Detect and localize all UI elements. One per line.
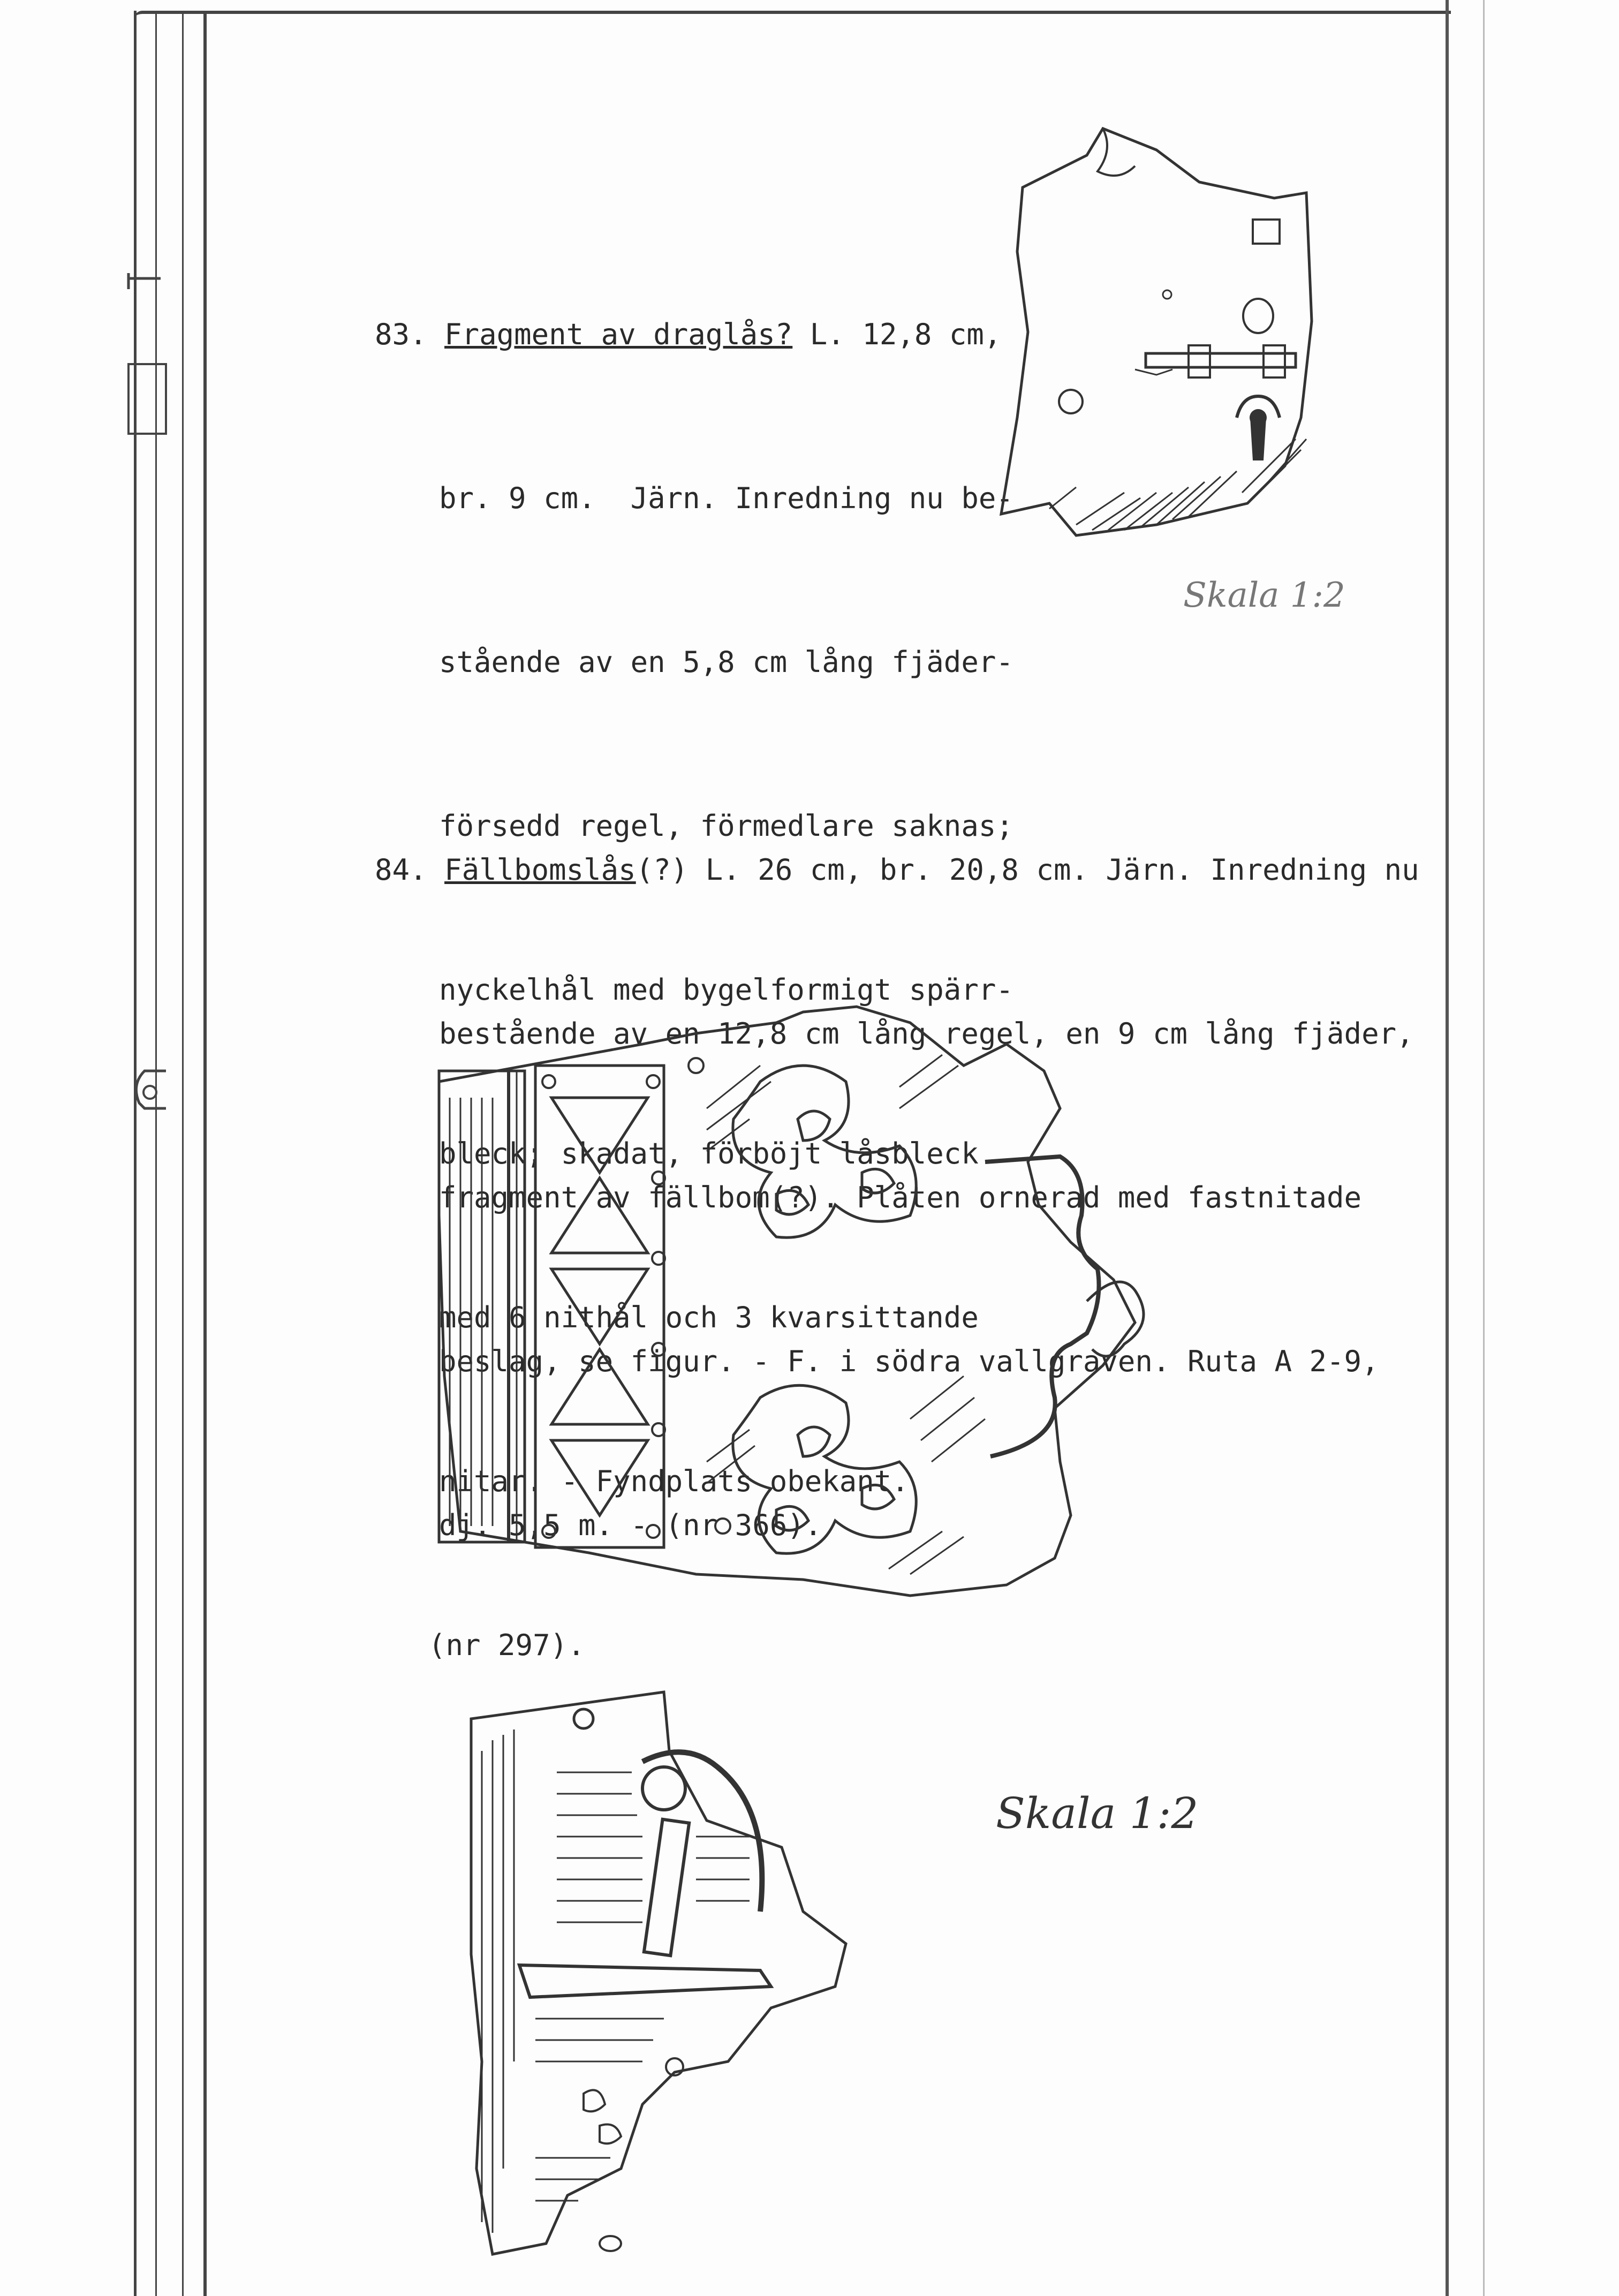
entry-84-number: 84. — [375, 853, 427, 887]
entry-83-line-8: nitar. - Fyndplats obekant. — [439, 1464, 909, 1498]
page-right-edge — [1446, 0, 1449, 2296]
entry-84-line-1-rest: (?) L. 26 cm, br. 20,8 cm. Järn. Inredning nu — [636, 853, 1419, 887]
entry-84-line-5: dj. 5,5 m. - (nr 366). — [439, 1508, 822, 1542]
entry-83-line-6: bleck; skadat, förböjt låsbleck — [439, 1137, 979, 1170]
page-right-edge-shadow — [1483, 0, 1485, 2296]
entry-83-line-7: med 6 nithål och 3 kvarsittande — [439, 1301, 979, 1334]
entry-84-line-2: bestående av en 12,8 cm lång regel, en 9 cm lång fjäder, — [439, 1017, 1414, 1051]
entry-83-title: Fragment av draglås? — [444, 318, 793, 351]
entry-83-line-3: stående av en 5,8 cm lång fjäder- — [439, 645, 1013, 679]
entry-83-line-5: nyckelhål med bygelformigt spärr- — [439, 973, 1013, 1007]
binding-clips — [107, 257, 182, 1167]
ornamented-lock-plate-drawing — [428, 1001, 1285, 1697]
entry-84-line-3: fragment av fällbom(?). Plåten ornerad med fastnitade — [439, 1181, 1362, 1214]
entry-83-line-4: försedd regel, förmedlare saknas; — [439, 809, 1013, 843]
entry-83-number: 83. — [375, 318, 427, 351]
entry-84-line-4: beslag, se figur. - F. i södra vallgraven. Ruta A 2-9, — [439, 1345, 1379, 1378]
entry-83-line-9: (nr 297). — [428, 1628, 585, 1662]
entry-84-title: Fällbomslås — [444, 853, 636, 887]
entry-83-line-1 — [375, 307, 1013, 362]
entry-83-scale-label: Skala 1:2 — [1183, 576, 1345, 615]
lock-mechanism-drawing — [460, 1687, 974, 2265]
entry-83-line-2: br. 9 cm. Järn. Inredning nu be- — [439, 481, 1013, 515]
entry-84-line-1 — [375, 843, 1419, 897]
entry-83-line-1-rest: L. 12,8 cm, — [792, 318, 1002, 351]
entry-84-scale-label: Skala 1:2 — [996, 1788, 1199, 1838]
page-top-edge — [134, 11, 1451, 19]
lock-fragment-drawing — [996, 118, 1328, 600]
